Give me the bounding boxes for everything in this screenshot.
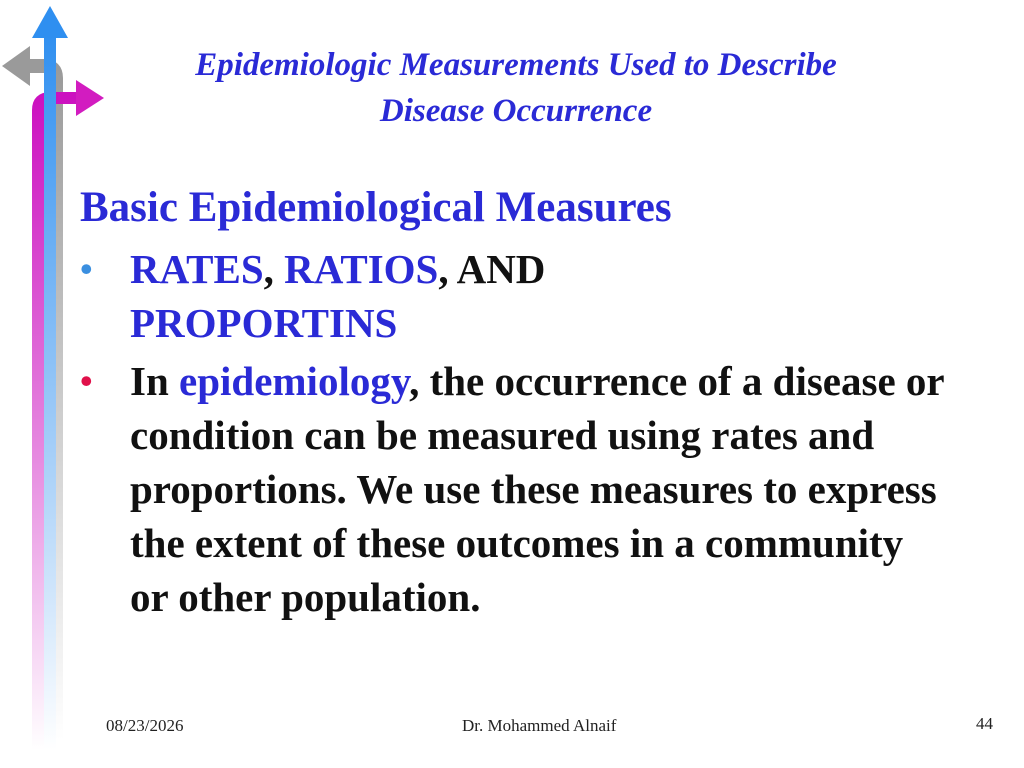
proportions-text: PROPORTINS	[130, 300, 398, 346]
bullet-marker: •	[80, 361, 93, 401]
definition-prefix: In	[130, 358, 180, 404]
bullet-definition	[80, 354, 950, 624]
definition-text: , the occurrence of a disease or condition can be measured using rates and proportions. We use these measures to express the extent of these outcomes in a community or other population.	[130, 358, 944, 620]
epidemiology-link[interactable]: epidemiology	[179, 358, 410, 404]
slide-title	[100, 42, 932, 134]
bullet-measures	[80, 242, 950, 350]
rates-text: RATES	[130, 246, 264, 292]
decorative-arrows	[0, 0, 110, 768]
section-heading: Basic Epidemiological Measures	[80, 184, 672, 231]
slide-title-line1: Epidemiologic Measurements Used to Describe	[195, 47, 837, 83]
slide-title-line2: Disease Occurrence	[379, 93, 653, 129]
bullet-marker: •	[80, 249, 93, 289]
footer-author: Dr. Mohammed Alnaif	[462, 716, 617, 735]
footer-date: 08/23/2026	[106, 716, 184, 735]
page-number: 44	[976, 714, 993, 733]
separator-text: ,	[263, 246, 285, 292]
ratios-text: RATIOS	[284, 246, 439, 292]
and-text: , AND	[438, 246, 546, 292]
